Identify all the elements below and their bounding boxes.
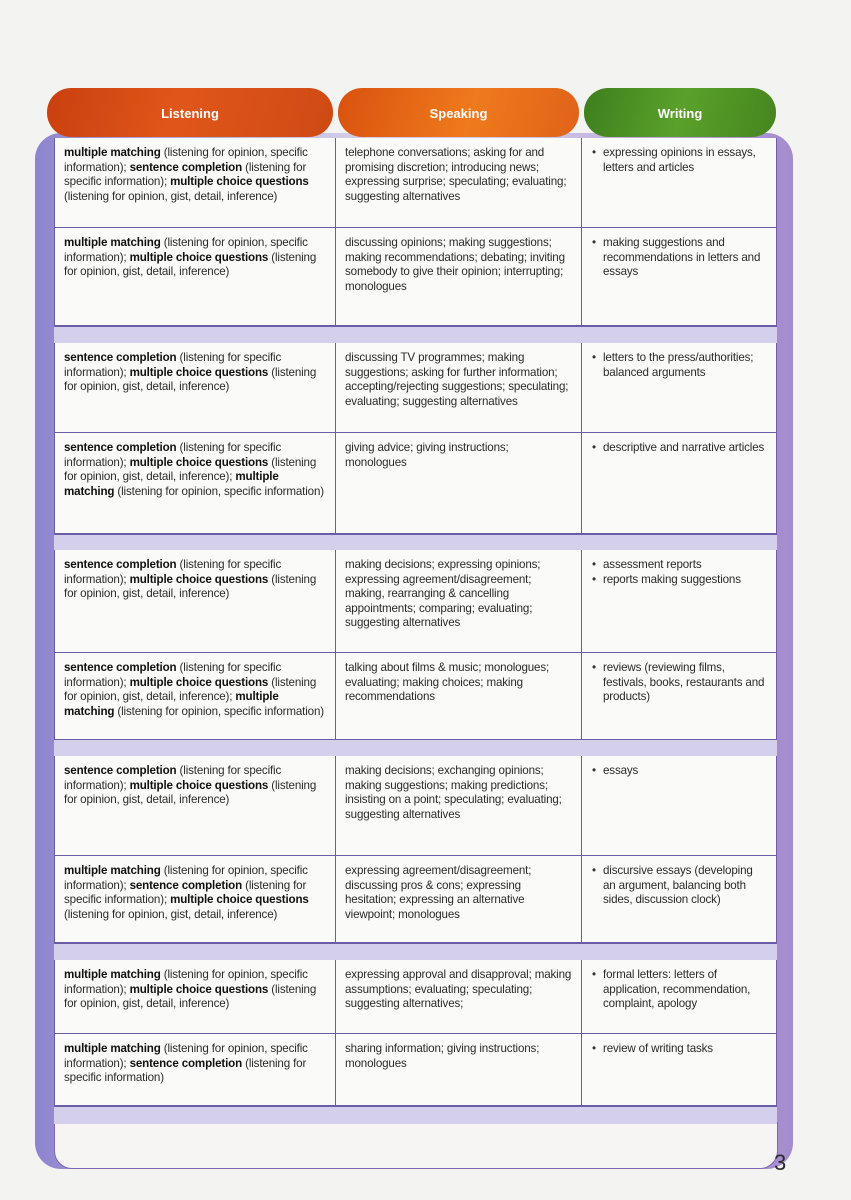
task-type-label: sentence completion bbox=[129, 160, 243, 174]
task-description: (listening for opinion, gist, detail, inference) bbox=[64, 778, 317, 807]
task-description: (listening for specific information); bbox=[64, 764, 282, 792]
task-type-label: multiple matching bbox=[64, 1042, 161, 1055]
listening-cell bbox=[54, 856, 336, 943]
table-row bbox=[54, 856, 777, 943]
task-description: (listening for opinion, specific information); bbox=[64, 864, 308, 892]
writing-list bbox=[591, 236, 768, 280]
writing-cell bbox=[582, 856, 777, 943]
task-description: (listening for opinion, specific information) bbox=[114, 704, 324, 718]
listening-cell bbox=[54, 756, 336, 856]
task-description: (listening for specific information); bbox=[64, 558, 282, 586]
writing-cell bbox=[582, 550, 777, 653]
column-header-writing: Writing bbox=[584, 88, 776, 137]
column-header-listening: Listening bbox=[47, 88, 333, 137]
task-type-label: sentence completion bbox=[64, 661, 177, 674]
task-type-label: sentence completion bbox=[129, 1056, 243, 1070]
writing-cell bbox=[582, 653, 777, 740]
section-separator bbox=[54, 739, 777, 757]
speaking-cell: making decisions; exchanging opinions; making suggestions; making predictions; insisting on a point; speculating; evaluating; suggesting alternatives bbox=[336, 756, 582, 856]
task-description: (listening for opinion, specific information); bbox=[64, 968, 308, 996]
writing-cell bbox=[582, 343, 777, 433]
listening-cell bbox=[54, 433, 336, 534]
section-separator bbox=[54, 326, 777, 344]
task-description: (listening for opinion, specific information); bbox=[64, 236, 308, 264]
task-type-label: multiple matching bbox=[64, 968, 161, 981]
writing-list bbox=[591, 441, 768, 456]
writing-list bbox=[591, 764, 768, 779]
listening-cell bbox=[54, 550, 336, 653]
speaking-cell: discussing opinions; making suggestions; making recommendations; debating; inviting somebody to give their opinion; interrupting; monologues bbox=[336, 228, 582, 326]
table-row bbox=[54, 756, 777, 856]
writing-list bbox=[591, 146, 768, 175]
column-header-speaking: Speaking bbox=[338, 88, 579, 137]
task-description: (listening for opinion, gist, detail, inference) bbox=[64, 907, 278, 921]
speaking-cell: giving advice; giving instructions; monologues bbox=[336, 433, 582, 534]
task-type-label: multiple matching bbox=[64, 146, 161, 159]
task-description: (listening for specific information); bbox=[64, 160, 307, 189]
table-row bbox=[54, 138, 777, 228]
task-description: (listening for specific information); bbox=[64, 661, 282, 689]
table-row bbox=[54, 228, 777, 326]
table-row bbox=[54, 653, 777, 740]
task-type-label: multiple matching bbox=[64, 236, 161, 249]
task-description: (listening for specific information); bbox=[64, 441, 282, 469]
writing-list bbox=[591, 864, 768, 908]
task-type-label: multiple choice questions bbox=[129, 572, 269, 586]
section-separator bbox=[54, 1106, 777, 1124]
task-type-label: sentence completion bbox=[64, 558, 177, 571]
task-type-label: sentence completion bbox=[64, 351, 177, 364]
writing-list bbox=[591, 661, 768, 705]
task-description: (listening for opinion, specific information) bbox=[114, 484, 324, 498]
writing-list-item: • reviews (reviewing films, festivals, books, restaurants and products) bbox=[603, 661, 768, 705]
writing-list bbox=[591, 968, 768, 1012]
writing-list bbox=[591, 1042, 768, 1057]
listening-cell bbox=[54, 1034, 336, 1106]
task-type-label: sentence completion bbox=[64, 441, 177, 454]
writing-list-item: • essays bbox=[603, 764, 768, 779]
table-row bbox=[54, 550, 777, 653]
section-separator bbox=[54, 943, 777, 961]
speaking-cell: expressing agreement/disagreement; discussing pros & cons; expressing hesitation; expressing an alternative viewpoint; monologues bbox=[336, 856, 582, 943]
listening-cell bbox=[54, 228, 336, 326]
task-type-label: sentence completion bbox=[129, 878, 243, 892]
writing-list bbox=[591, 351, 768, 380]
writing-cell bbox=[582, 960, 777, 1034]
task-description: (listening for opinion, gist, detail, inference); bbox=[64, 455, 317, 484]
listening-cell bbox=[54, 960, 336, 1034]
writing-cell bbox=[582, 1034, 777, 1106]
task-type-label: multiple choice questions bbox=[129, 365, 269, 379]
speaking-cell: talking about films & music; monologues; evaluating; making choices; making recommendations bbox=[336, 653, 582, 740]
task-type-label: multiple choice questions bbox=[129, 250, 269, 264]
task-description: (listening for opinion, gist, detail, inference) bbox=[64, 250, 317, 279]
task-type-label: multiple choice questions bbox=[129, 675, 269, 689]
task-type-label: multiple choice questions bbox=[170, 175, 309, 189]
task-type-label: multiple matching bbox=[64, 690, 279, 718]
task-type-label: multiple choice questions bbox=[170, 893, 309, 907]
speaking-cell: making decisions; expressing opinions; expressing agreement/disagreement; making, rearranging & cancelling appointments; comparing; evaluating; suggesting alternatives bbox=[336, 550, 582, 653]
table-row bbox=[54, 1034, 777, 1106]
writing-list-item: • descriptive and narrative articles bbox=[603, 441, 768, 456]
task-type-label: multiple choice questions bbox=[129, 778, 269, 792]
task-description: (listening for opinion, gist, detail, inference); bbox=[64, 675, 317, 704]
writing-list-item: • expressing opinions in essays, letters and articles bbox=[603, 146, 768, 175]
writing-list-item: • review of writing tasks bbox=[603, 1042, 768, 1057]
page-number: 3 bbox=[774, 1150, 787, 1175]
writing-cell bbox=[582, 138, 777, 228]
writing-list-item: • making suggestions and recommendations in letters and essays bbox=[603, 236, 768, 280]
speaking-cell: sharing information; giving instructions; monologues bbox=[336, 1034, 582, 1106]
writing-list-item: • assessment reports bbox=[603, 558, 768, 573]
writing-list-item: • reports making suggestions bbox=[603, 573, 768, 588]
writing-cell bbox=[582, 433, 777, 534]
task-description: (listening for specific information); bbox=[64, 878, 307, 907]
table-row bbox=[54, 343, 777, 433]
table-footer-panel bbox=[54, 1122, 778, 1169]
task-description: (listening for opinion, specific information); bbox=[64, 146, 308, 174]
listening-cell bbox=[54, 138, 336, 228]
writing-list-item: • letters to the press/authorities; balanced arguments bbox=[603, 351, 768, 380]
speaking-cell: expressing approval and disapproval; making assumptions; evaluating; speculating; suggesting alternatives; bbox=[336, 960, 582, 1034]
writing-list bbox=[591, 558, 768, 587]
task-description: (listening for opinion, gist, detail, inference) bbox=[64, 982, 317, 1011]
writing-list-item: • discursive essays (developing an argument, balancing both sides, discussion clock) bbox=[603, 864, 768, 908]
task-type-label: multiple matching bbox=[64, 864, 161, 877]
speaking-cell: telephone conversations; asking for and promising discretion; introducing news; expressing surprise; speculating; evaluating; suggesting alternatives bbox=[336, 138, 582, 228]
task-type-label: multiple matching bbox=[64, 470, 279, 498]
listening-cell bbox=[54, 343, 336, 433]
writing-cell bbox=[582, 756, 777, 856]
task-description: (listening for specific information) bbox=[64, 1056, 307, 1085]
task-description: (listening for opinion, gist, detail, inference) bbox=[64, 189, 278, 203]
task-type-label: multiple choice questions bbox=[129, 982, 269, 996]
writing-cell bbox=[582, 228, 777, 326]
table-row bbox=[54, 433, 777, 534]
task-description: (listening for opinion, gist, detail, inference) bbox=[64, 572, 317, 601]
task-description: (listening for specific information); bbox=[64, 351, 282, 379]
task-description: (listening for opinion, specific information); bbox=[64, 1042, 308, 1070]
listening-cell bbox=[54, 653, 336, 740]
writing-list-item: • formal letters: letters of application, recommendation, complaint, apology bbox=[603, 968, 768, 1012]
speaking-cell: discussing TV programmes; making suggestions; asking for further information; accepting/rejecting suggestions; speculating; evaluating; suggesting alternatives bbox=[336, 343, 582, 433]
task-type-label: multiple choice questions bbox=[129, 455, 269, 469]
task-description: (listening for opinion, gist, detail, inference) bbox=[64, 365, 317, 394]
table-row bbox=[54, 960, 777, 1034]
task-type-label: sentence completion bbox=[64, 764, 177, 777]
